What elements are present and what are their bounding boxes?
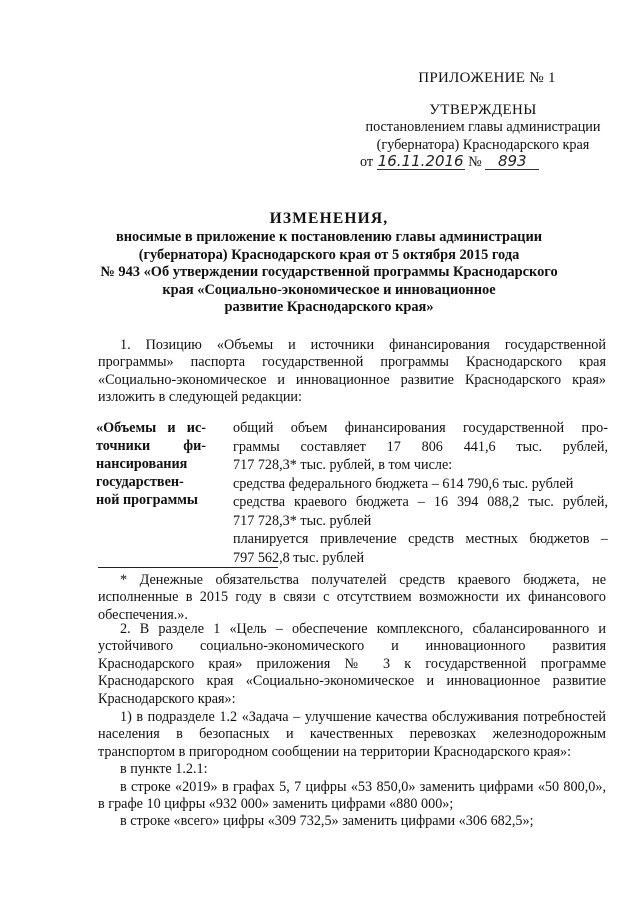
passport-content-line: средства федерального бюджета – 614 790,6 тыс. рублей xyxy=(233,475,574,492)
footnote-text: * Денежные обязательства получателей средств краевого бюджета, не исполненные в 2015 году в связи с отсутствием возможности их финансового обеспечения.». xyxy=(98,572,606,623)
passport-label-line: ной программы xyxy=(96,492,198,508)
title-line-4: края «Социально-экономическое и инновационное xyxy=(162,281,496,298)
passport-label-line: «Объемы и ис- xyxy=(96,420,206,436)
passport-label xyxy=(96,419,206,509)
handwritten-number: 893 xyxy=(485,154,539,170)
point-1-2-1: в пункте 1.2.1: xyxy=(120,761,208,778)
document-title xyxy=(64,210,594,317)
passport-label-line: государствен- xyxy=(96,474,184,490)
title-line-5: развитие Краснодарского края» xyxy=(224,299,434,316)
passport-content-line: общий объем финансирования государственной про- xyxy=(233,420,608,436)
passport-label-line: точники фи- xyxy=(96,438,206,454)
footnote xyxy=(98,572,606,624)
number-label: № xyxy=(468,154,482,171)
footnote-separator xyxy=(98,567,278,568)
row-2019-change: в строке «2019» в графах 5, 7 цифры «53 850,0» заменить цифрами «50 800,0», в графе 10 цифры «932 000» заменить цифрами «880 000»; xyxy=(98,778,606,813)
passport-content-line: 717 728,3* тыс. рублей, в том числе: xyxy=(233,457,453,473)
passport-content-line: планируется привлечение средств местных бюджетов – xyxy=(233,531,608,547)
approved-heading: УТВЕРЖДЕНЫ xyxy=(429,102,537,118)
appendix-heading: ПРИЛОЖЕНИЕ № 1 xyxy=(418,70,556,86)
item-1-text: 1. Позицию «Объемы и источники финансирования государственной программы» паспорта государственной программы Краснодарского края «Социально-экономическое и инновационное развитие Краснодарского края» изложить в следующей редакции: xyxy=(98,337,606,406)
approval-date-row xyxy=(360,154,608,171)
from-label: от xyxy=(360,154,374,171)
section-2-block xyxy=(98,621,606,831)
passport-content-line: граммы составляет 17 806 441,6 тыс. рублей, xyxy=(233,438,608,455)
title-line-2: (губернатора) Краснодарского края от 5 октября 2015 года xyxy=(138,246,520,263)
passport-content xyxy=(233,419,608,567)
approved-by-line-2: (губернатора) Краснодарского края xyxy=(376,136,590,153)
title-main: ИЗМЕНЕНИЯ, xyxy=(269,210,389,227)
handwritten-date: 16.11.2016 xyxy=(377,152,464,171)
passport-content-line: средства краевого бюджета – 16 394 088,2 тыс. рублей, xyxy=(233,494,608,510)
title-line-1: вносимые в приложение к постановлению главы администрации xyxy=(115,229,543,245)
row-total-change: в строке «всего» цифры «309 732,5» заменить цифрами «306 682,5»; xyxy=(120,813,534,830)
approved-by-line-1: постановлением главы администрации xyxy=(365,119,601,136)
subitem-1-text: 1) в подразделе 1.2 «Задача – улучшение качества обслуживания потребностей населения в безопасных и качественных перевозках железнодорожным транспортом в пригородном сообщении на территории Краснодарского края»: xyxy=(98,709,606,760)
passport-label-line: нансирования xyxy=(96,456,188,472)
passport-content-line: 717 728,3* тыс. рублей xyxy=(233,512,372,529)
item-2-text: 2. В разделе 1 «Цель – обеспечение комплексного, сбалансированного и устойчивого социально-экономического и инновационного развития Краснодарского края» приложения № 3 к государственной программе Краснодарского края «Социально-экономическое и инновационное развитие Краснодарского края»: xyxy=(98,621,606,707)
approval-block xyxy=(358,70,608,172)
item-1-paragraph xyxy=(98,337,606,407)
title-line-3: № 943 «Об утверждении государственной программы Краснодарского xyxy=(100,264,558,281)
passport-content-line: 797 562,8 тыс. рублей xyxy=(233,549,365,566)
